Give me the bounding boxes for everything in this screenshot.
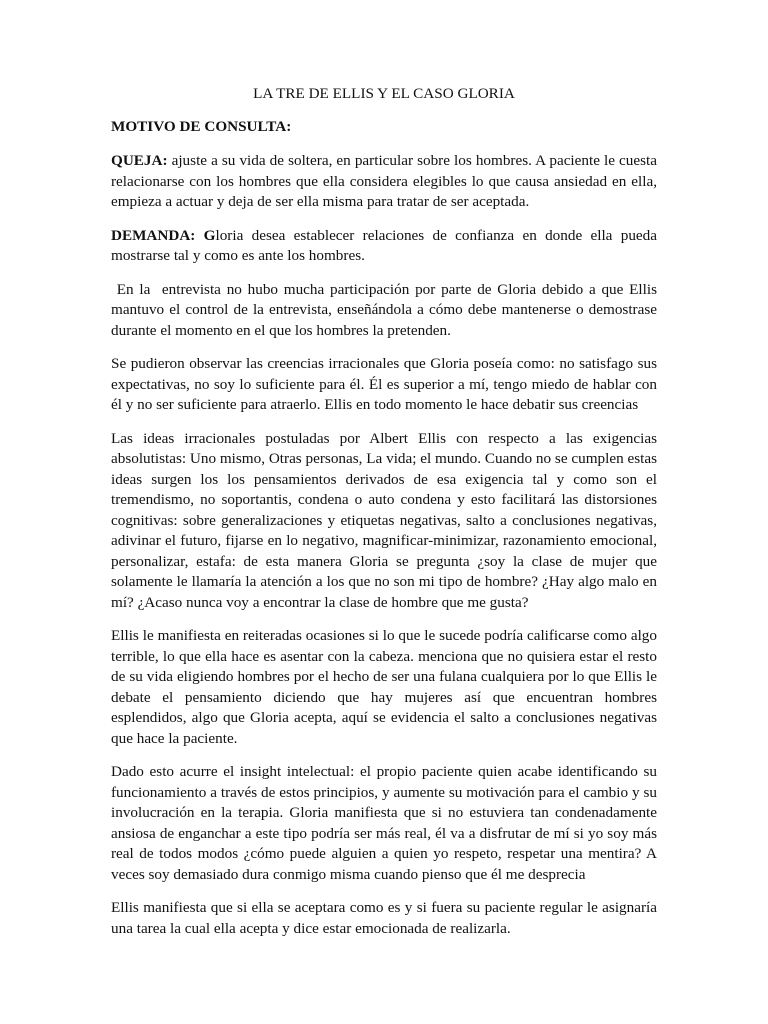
- section-heading: MOTIVO DE CONSULTA:: [111, 117, 292, 135]
- queja-label: QUEJA:: [111, 152, 168, 169]
- paragraph-tarea: Ellis manifiesta que si ella se aceptara como es y si fuera su paciente regular le asignaría una tarea la cual ella acepta y dice estar emocionada de realizarla.: [111, 899, 657, 937]
- document-title: LA TRE DE ELLIS Y EL CASO GLORIA: [253, 85, 515, 102]
- demanda-text: loria desea establecer relaciones de confianza en donde ella pueda mostrarse tal y como es ante los hombres.: [111, 226, 657, 264]
- paragraph-entrevista: En la entrevista no hubo mucha participación por parte de Gloria debido a que Ellis mantuvo el control de la entrevista, enseñándola a cómo debe mantenerse o demostrase durante el momento en el que los hombres la pretenden.: [111, 280, 661, 339]
- demanda-label: DEMANDA: G: [111, 226, 216, 244]
- paragraph-insight: Dado esto acurre el insight intelectual: el propio paciente quien acabe identificando su funcionamiento a través de estos principios, y aumente su motivación para el cambio y su involucración en la terapia. Gloria manifiesta que si no estuviera tan condenadamente ansiosa de enganchar a este tipo podría ser más real, él va a disfrutar de mí si yo soy más real de todos modos ¿cómo puede alguien a quien yo respeto, respetar una mentira? A veces soy demasiado dura conmigo misma cuando pienso que él me desprecia: [111, 763, 657, 883]
- queja-text: ajuste a su vida de soltera, en particular sobre los hombres. A paciente le cuesta relacionarse con los hombres que ella considera elegibles lo que causa ansiedad en ella, empieza a actuar y deja de ser ella misma para tratar de ser aceptada.: [111, 152, 657, 210]
- demanda-paragraph: [111, 226, 657, 267]
- queja-paragraph: [111, 151, 657, 213]
- paragraph-creencias: Se pudieron observar las creencias irracionales que Gloria poseía como: no satisfago sus expectativas, no soy lo suficiente para él. Él es superior a mí, tengo miedo de hablar con él y no ser suficiente para atraerlo. Ellis en todo momento le hace debatir sus creencias: [111, 355, 657, 413]
- document-page: [111, 84, 661, 952]
- paragraph-debate: Ellis le manifiesta en reiteradas ocasiones si lo que le sucede podría calificarse como algo terrible, lo que ella hace es asentar con la cabeza. menciona que no quisiera estar el resto de su vida eligiendo hombres por el hecho de ser una fulana cualquiera por lo que Ellis le debate el pensamiento diciendo que hay mujeres así que encuentran hombres esplendidos, algo que Gloria acepta, aquí se evidencia el salto a conclusiones negativas que hace la paciente.: [111, 627, 657, 747]
- paragraph-ideas-irracionales: Las ideas irracionales postuladas por Albert Ellis con respecto a las exigencias absolutistas: Uno mismo, Otras personas, La vida; el mundo. Cuando no se cumplen estas ideas surgen los los pensamientos derivados de esa exigencia tal y como son el tremendismo, no soportantis, condena o auto condena y esto facilitará las distorsiones cognitivas: sobre generalizaciones y etiquetas negativas, salto a conclusiones negativas, adivinar el futuro, fijarse en lo negativo, magnificar-minimizar, razonamiento emocional, personalizar, estafa: de esta manera Gloria se pregunta ¿soy la clase de mujer que solamente le llamaría la atención a los que no son mi tipo de hombre? ¿Hay algo malo en mí? ¿Acaso nunca voy a encontrar la clase de hombre que me gusta?: [111, 429, 657, 611]
